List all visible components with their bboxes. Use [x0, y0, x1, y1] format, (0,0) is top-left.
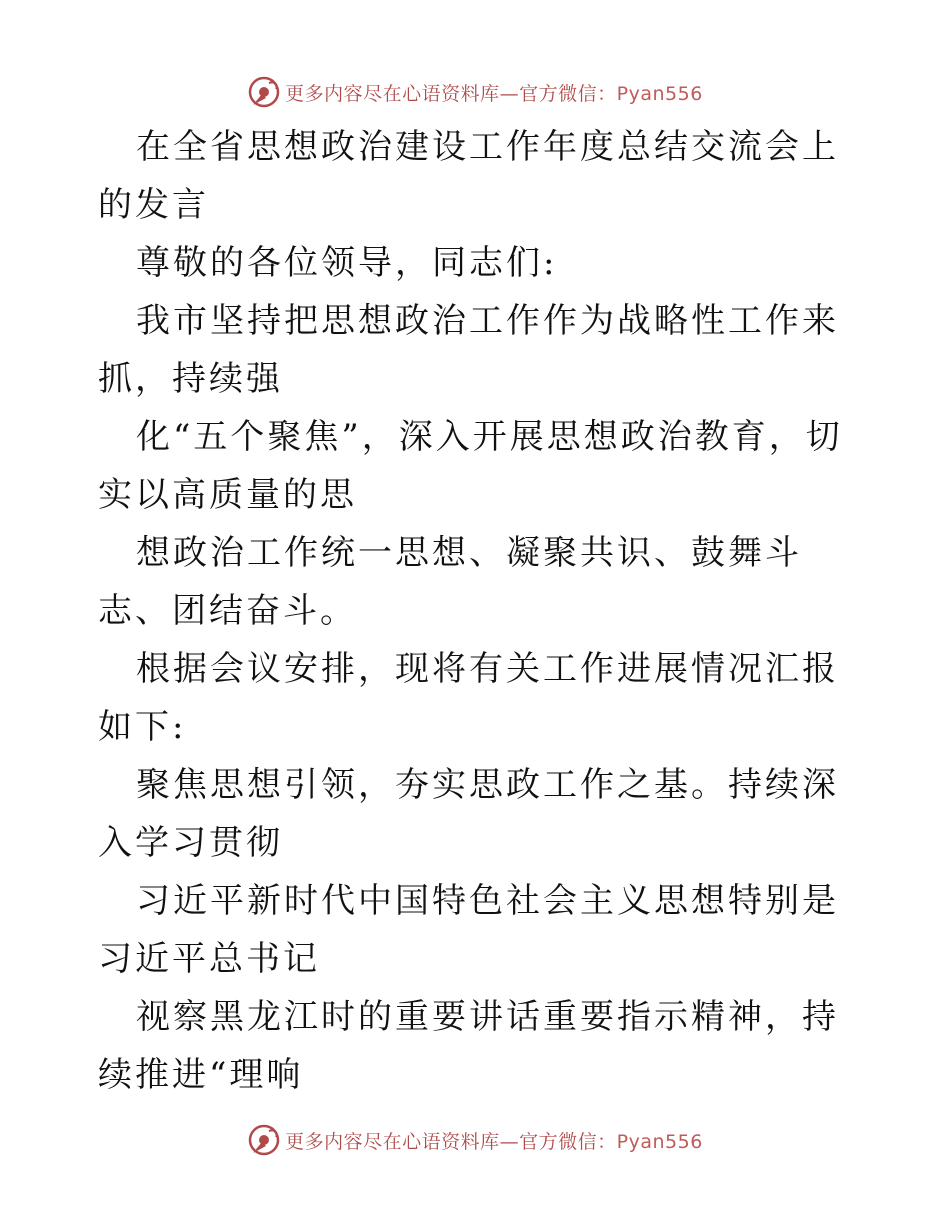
footer-banner	[0, 1120, 950, 1160]
paragraph: 视察黑龙江时的重要讲话重要指示精神，持续推进“理响	[98, 997, 839, 1095]
header-banner-label: 更多内容尽在心语资料库—官方微信：	[285, 82, 617, 105]
salutation: 尊敬的各位领导，同志们:	[136, 243, 558, 283]
footer-banner-text	[285, 1127, 703, 1154]
paragraph: 化“五个聚焦”，深入开展思想政治教育，切实以高质量的思	[98, 417, 843, 515]
quill-pen-logo-icon	[247, 75, 281, 109]
quill-pen-logo-icon	[247, 1123, 281, 1157]
footer-wechat-id: Pyan556	[616, 1130, 703, 1153]
paragraph: 聚焦思想引领，夯实思政工作之基。持续深入学习贯彻	[98, 765, 839, 863]
paragraph: 根据会议安排，现将有关工作进展情况汇报如下:	[98, 649, 839, 747]
paragraph: 我市坚持把思想政治工作作为战略性工作来抓，持续强	[98, 301, 839, 399]
paragraph: 想政治工作统一思想、凝聚共识、鼓舞斗志、团结奋斗。	[98, 533, 802, 631]
document-title: 在全省思想政治建设工作年度总结交流会上的发言	[98, 127, 839, 225]
header-wechat-id: Pyan556	[616, 82, 703, 105]
paragraph: 习近平新时代中国特色社会主义思想特别是习近平总书记	[98, 881, 839, 979]
document-body	[98, 118, 858, 1104]
header-banner-text	[285, 79, 703, 106]
header-banner	[0, 72, 950, 112]
footer-banner-label: 更多内容尽在心语资料库—官方微信：	[285, 1130, 617, 1153]
